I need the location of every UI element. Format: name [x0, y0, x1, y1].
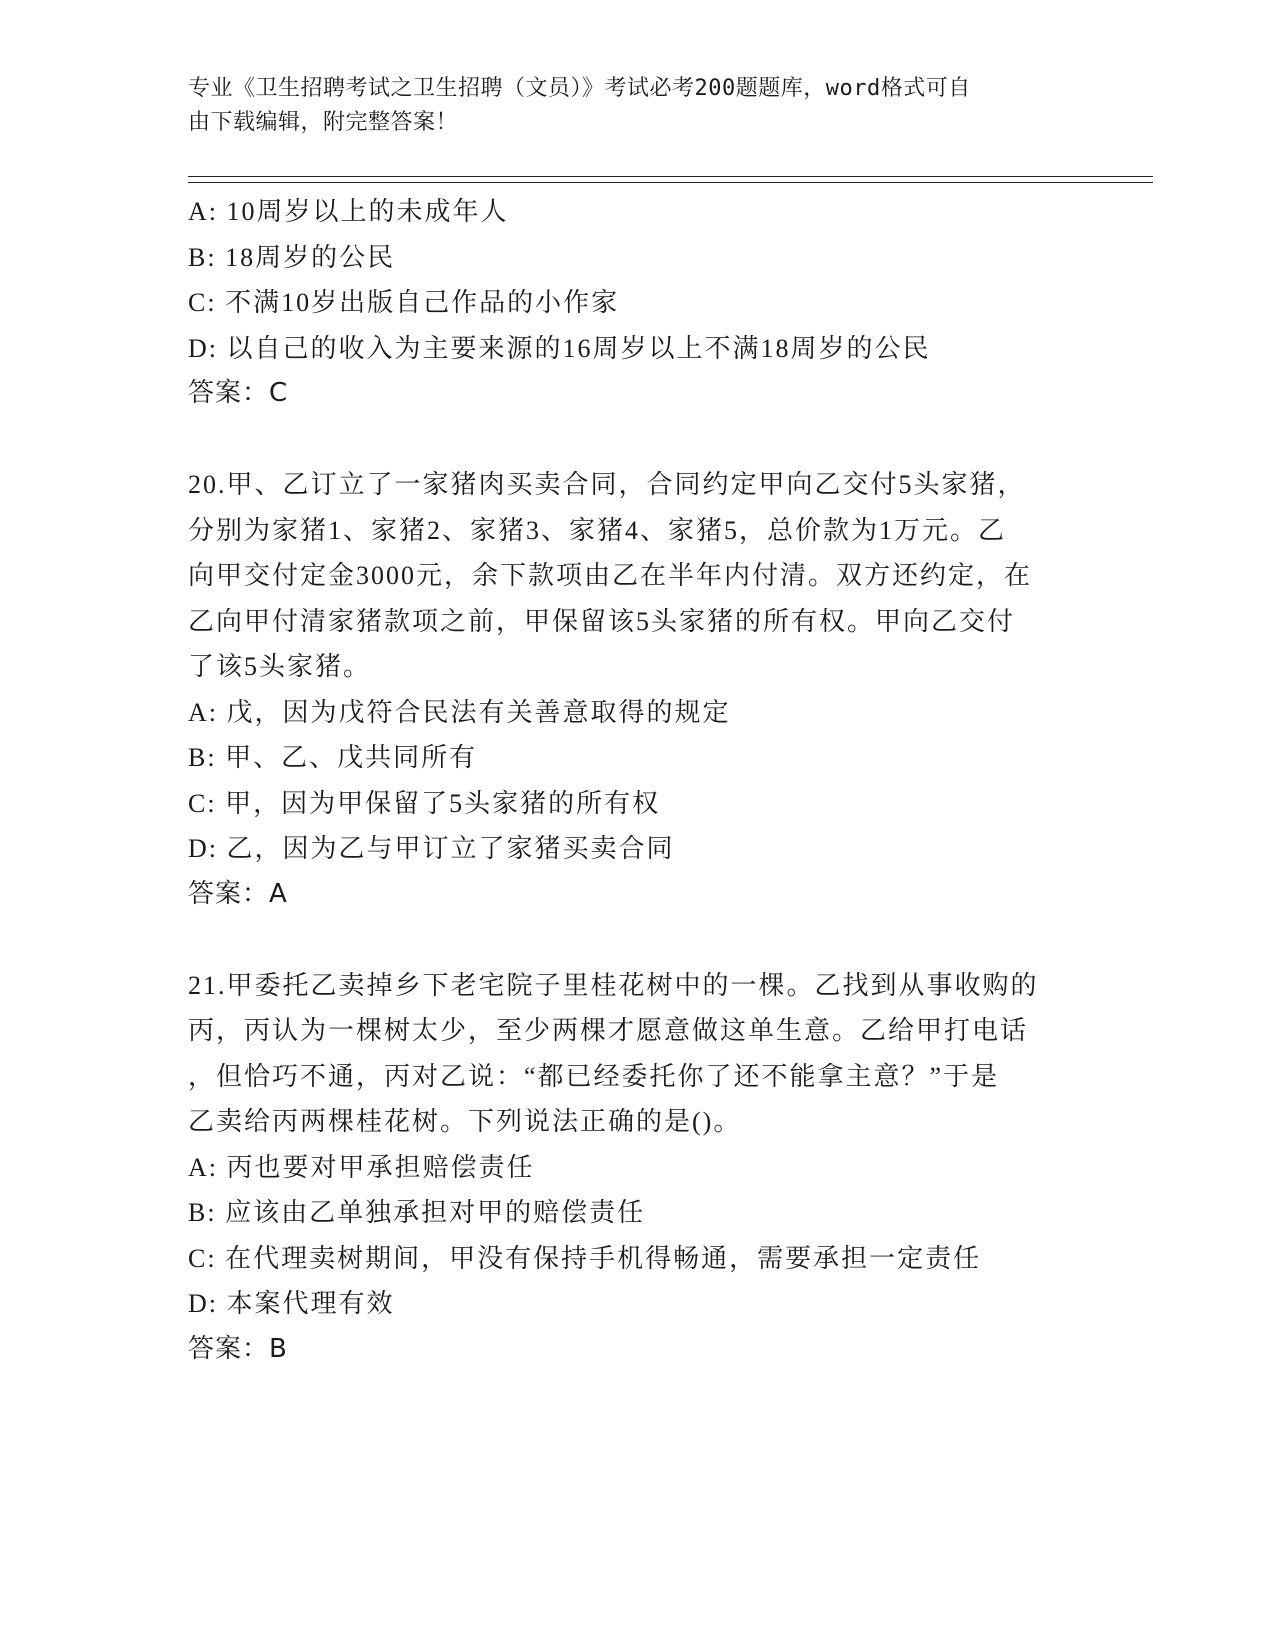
question-20-stem-line: 向甲交付定金3000元，余下款项由乙在半年内付清。双方还约定，在 — [188, 561, 1033, 590]
question-21-stem-line: 乙卖给丙两棵桂花树。下列说法正确的是()。 — [188, 1107, 742, 1136]
question-21-block — [188, 963, 1088, 1373]
question-20-block — [188, 462, 1088, 917]
question-20-answer: 答案：A — [188, 878, 288, 909]
header-line-2: 由下载编辑，附完整答案！ — [188, 110, 459, 135]
question-19-option-b: B: 18周岁的公民 — [188, 242, 396, 272]
question-19-option-a: A: 10周岁以上的未成年人 — [188, 197, 509, 226]
question-20-option-a: A: 戊，因为戊符合民法有关善意取得的规定 — [188, 697, 731, 727]
question-21-option-b: B: 应该由乙单独承担对甲的赔偿责任 — [188, 1198, 646, 1227]
header-line-1: 专业《卫生招聘考试之卫生招聘（文员）》考试必考200题题库，word格式可自 — [188, 76, 971, 101]
question-21-option-a: A: 丙也要对甲承担赔偿责任 — [188, 1152, 535, 1182]
header-divider-bottom — [188, 182, 1153, 183]
question-21-stem-line: 21.甲委托乙卖掉乡下老宅院子里桂花树中的一棵。乙找到从事收购的 — [188, 970, 1039, 1000]
question-20-stem-line: 20.甲、乙订立了一家猪肉买卖合同，合同约定甲向乙交付5头家猪， — [188, 470, 1026, 499]
question-21-answer: 答案：B — [188, 1333, 288, 1364]
question-20-stem-line: 分别为家猪1、家猪2、家猪3、家猪4、家猪5，总价款为1万元。乙 — [188, 515, 1007, 545]
spacer — [188, 917, 1088, 963]
question-20-stem-line: 了该5头家猪。 — [188, 652, 372, 681]
spacer — [188, 417, 1088, 463]
document-header — [188, 72, 1068, 140]
question-21-stem-line: 丙，丙认为一棵树太少，至少两棵才愿意做这单生意。乙给甲打电话 — [188, 1016, 1029, 1045]
question-19-option-c: C: 不满10岁出版自己作品的小作家 — [188, 288, 620, 317]
question-20-stem-line: 乙向甲付清家猪款项之前，甲保留该5头家猪的所有权。甲向乙交付 — [188, 606, 1016, 636]
question-content — [188, 189, 1088, 1372]
question-19-block — [188, 189, 1088, 417]
question-20-option-c: C: 甲，因为甲保留了5头家猪的所有权 — [188, 788, 661, 818]
question-21-option-c: C: 在代理卖树期间，甲没有保持手机得畅通，需要承担一定责任 — [188, 1243, 982, 1273]
question-19-answer: 答案：C — [188, 378, 289, 408]
question-20-option-d: D: 乙，因为乙与甲订立了家猪买卖合同 — [188, 834, 675, 863]
header-divider-top — [188, 176, 1153, 177]
question-21-option-d: D: 本案代理有效 — [188, 1289, 395, 1318]
question-19-option-d: D: 以自己的收入为主要来源的16周岁以上不满18周岁的公民 — [188, 333, 931, 363]
question-21-stem-line: ，但恰巧不通，丙对乙说：“都已经委托你了还不能拿主意？”于是 — [188, 1061, 1000, 1091]
question-20-option-b: B: 甲、乙、戊共同所有 — [188, 743, 478, 772]
